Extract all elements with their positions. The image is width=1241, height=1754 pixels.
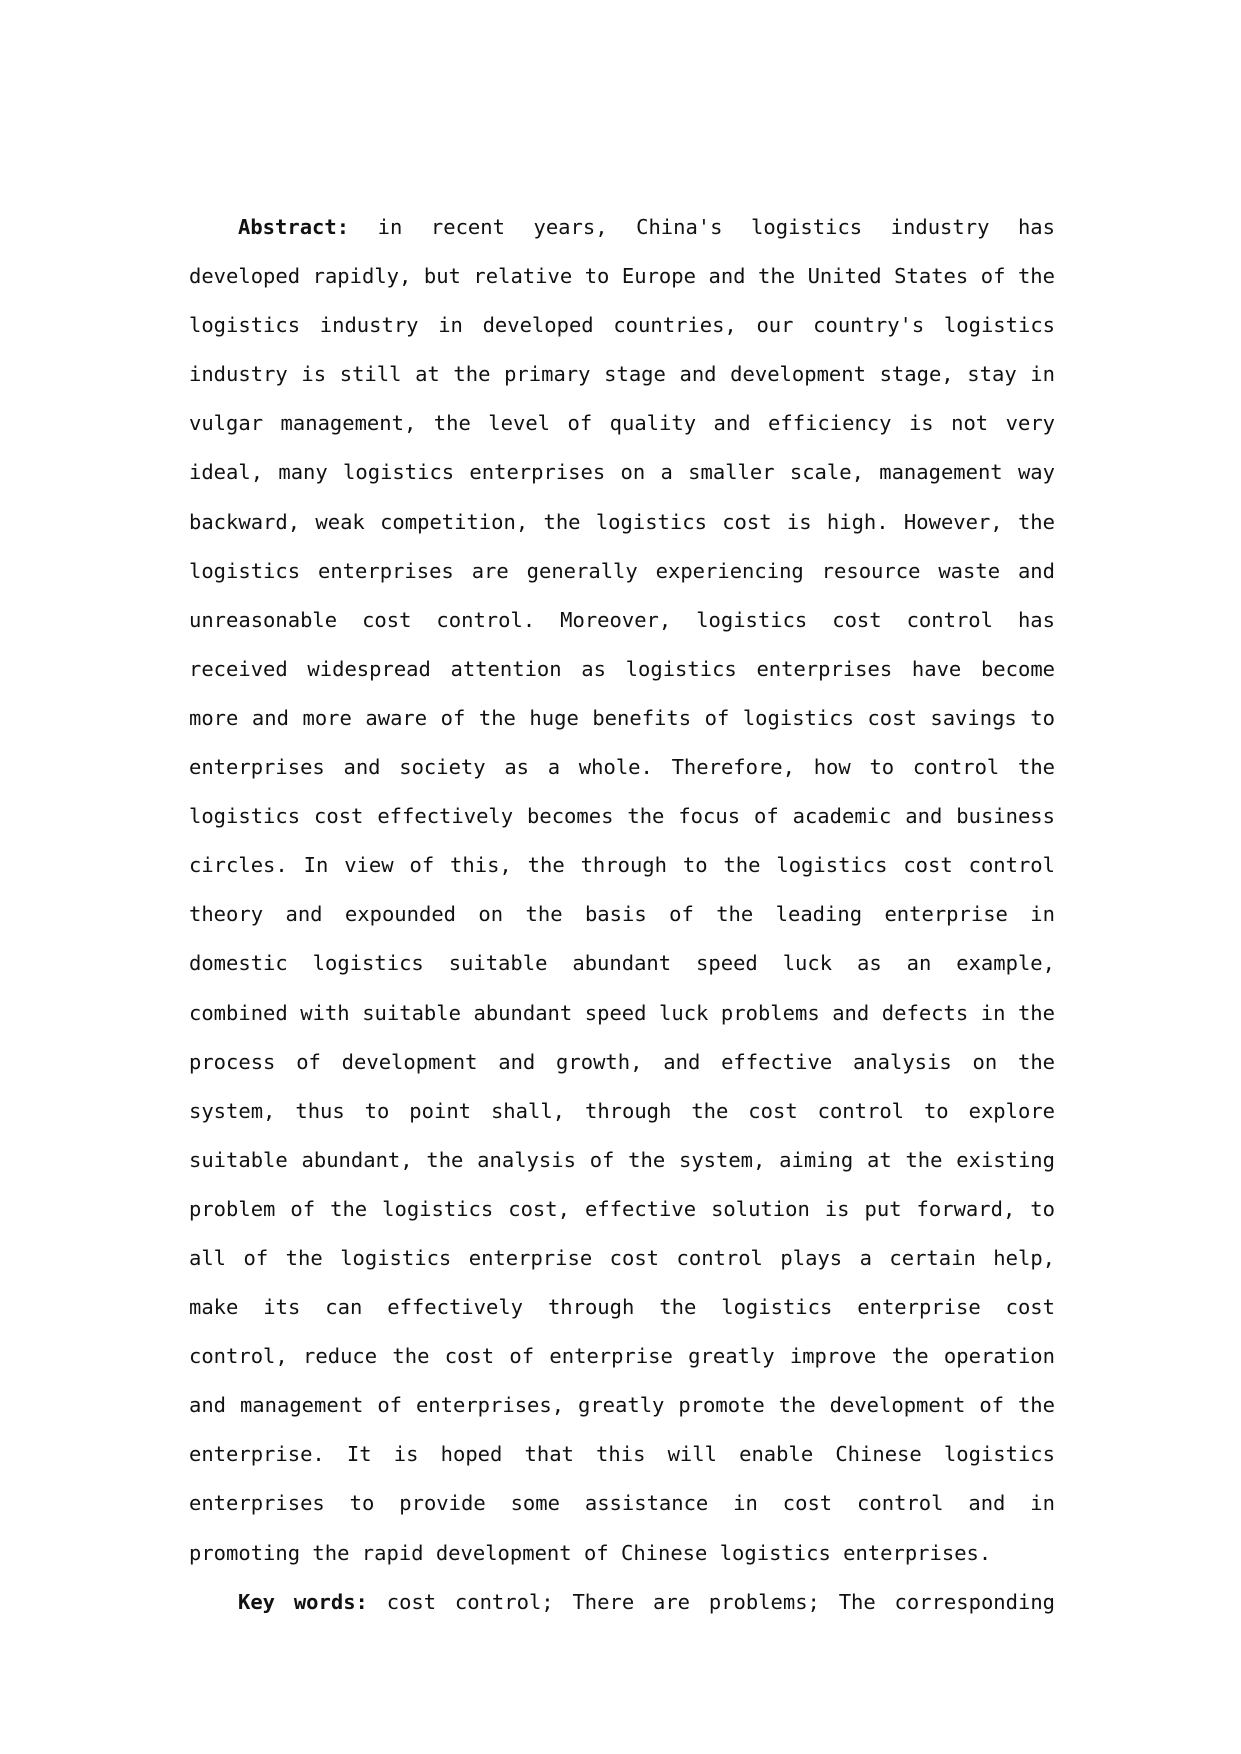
- keywords-paragraph: [189, 1578, 1055, 1627]
- abstract-label: Abstract:: [238, 215, 350, 239]
- abstract-text: in recent years, China's logistics industry has developed rapidly, but relative to Europe and the United States of the logistics industry in developed countries, our country's logistics industry is still at the primary stage and development stage, stay in vulgar management, the level of quality and efficiency is not very ideal, many logistics enterprises on a smaller scale, management way backward, weak competition, the logistics cost is high. However, the logistics enterprises are generally experiencing resource waste and unreasonable cost control. Moreover, logistics cost control has received widespread attention as logistics enterprises have become more and more aware of the huge benefits of logistics cost savings to enterprises and society as a whole. Therefore, how to control the logistics cost effectively becomes the focus of academic and business circles. In view of this, the through to the logistics cost control theory and expounded on the basis of the leading enterprise in domestic logistics suitable abundant speed luck as an example, combined with suitable abundant speed luck problems and defects in the process of development and growth, and effective analysis on the system, thus to point shall, through the cost control to explore suitable abundant, the analysis of the system, aiming at the existing problem of the logistics cost, effective solution is put forward, to all of the logistics enterprise cost control plays a certain help, make its can effectively through the logistics enterprise cost control, reduce the cost of enterprise greatly improve the operation and management of enterprises, greatly promote the development of the enterprise. It is hoped that this will enable Chinese logistics enterprises to provide some assistance in cost control and in promoting the rapid development of Chinese logistics enterprises.: [189, 215, 1055, 1565]
- keywords-label: Key words:: [238, 1589, 368, 1614]
- abstract-paragraph: [189, 203, 1055, 1578]
- abstract-section: [189, 203, 1055, 1627]
- keywords-text: cost control; There are problems; The corresponding: [367, 1589, 1056, 1614]
